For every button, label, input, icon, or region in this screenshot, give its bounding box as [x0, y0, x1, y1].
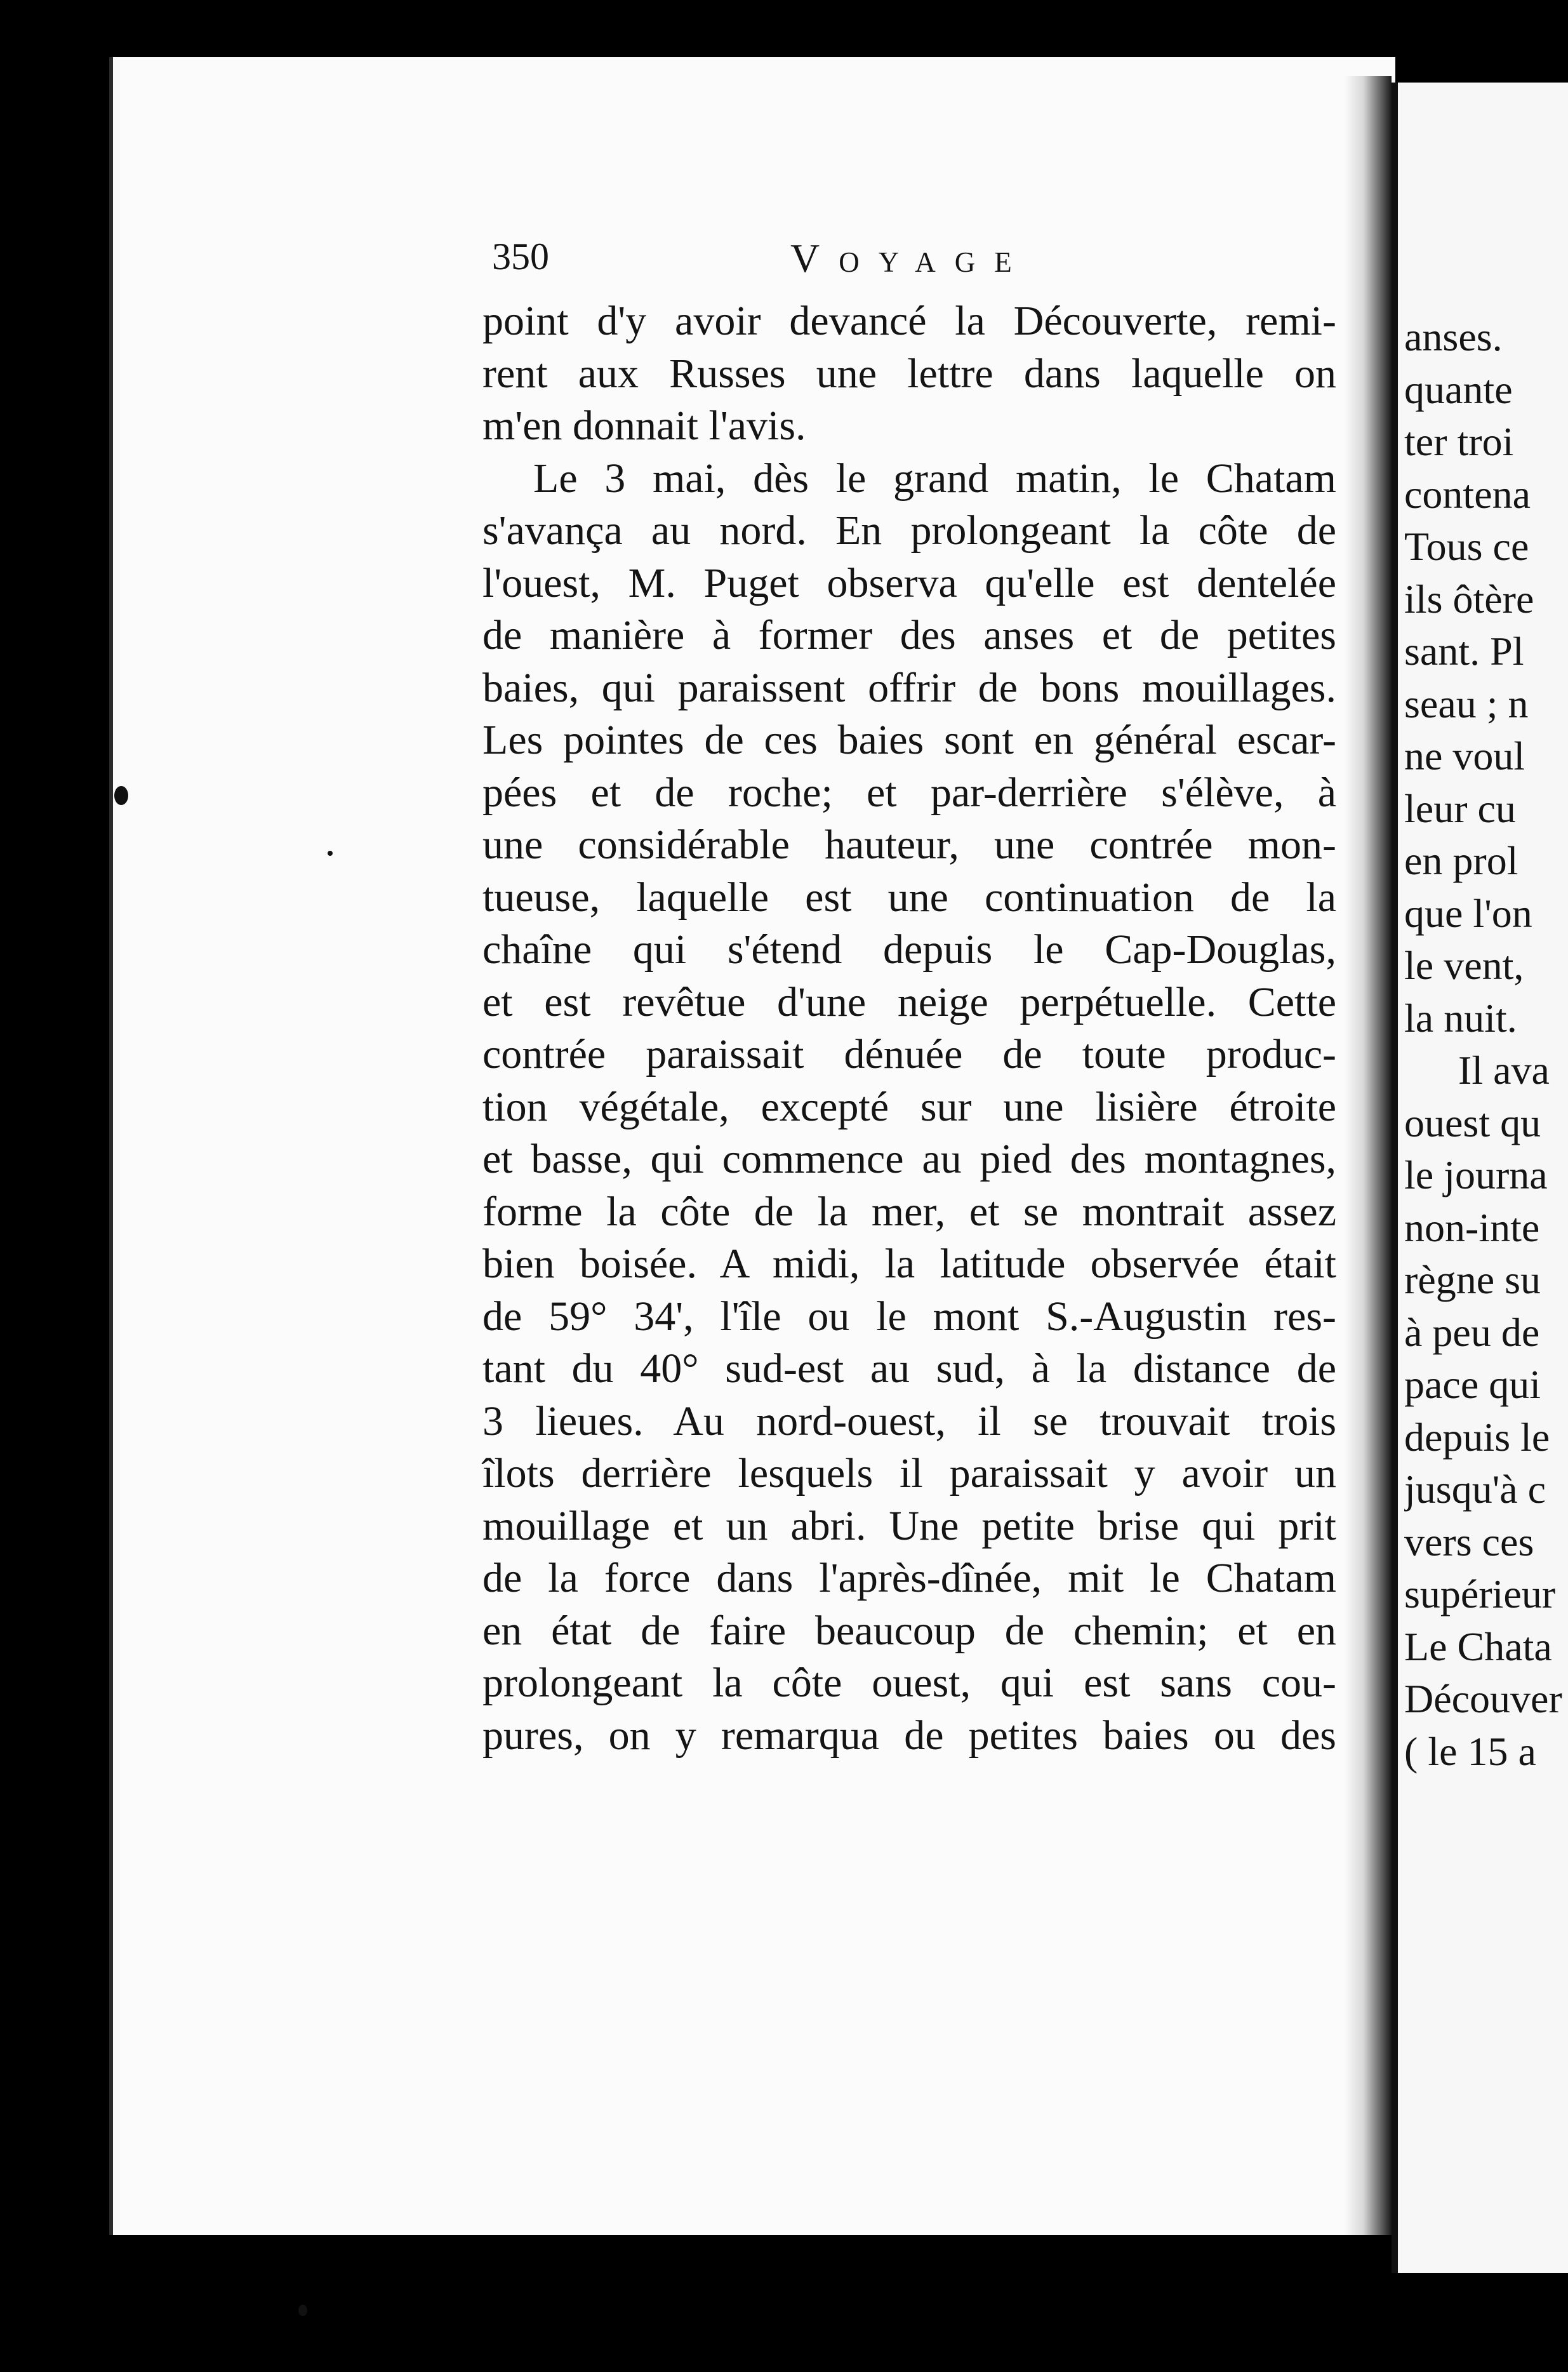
text-line: mouillage et un abri. Une petite brise qui prit: [482, 1502, 1336, 1549]
ink-speck: [114, 786, 128, 805]
text-line: pées et de roche; et par-derrière s'élève, à: [482, 769, 1336, 816]
text-line: de manière à former des anses et de petites: [482, 612, 1336, 658]
text-line: bien boisée. A midi, la latitude observée était: [482, 1241, 1336, 1287]
text-line: une considérable hauteur, une contrée mon-: [482, 822, 1336, 868]
text-line: tant du 40° sud-est au sud, à la distance de: [482, 1345, 1336, 1392]
text-line: et basse, qui commence au pied des montagnes,: [482, 1136, 1336, 1182]
right-text-line: ter troi: [1404, 419, 1514, 464]
right-text-line: que l'on: [1404, 890, 1532, 936]
text-line: en état de faire beaucoup de chemin; et en: [482, 1607, 1336, 1654]
ink-speck: [298, 2305, 307, 2316]
text-line: îlots derrière lesquels il paraissait y avoir un: [482, 1450, 1336, 1496]
right-text-line: contena: [1404, 471, 1531, 517]
right-text-line: leur cu: [1404, 785, 1516, 831]
text-line: et est revêtue d'une neige perpétuelle. Cette: [482, 978, 1336, 1025]
right-text-line: supérieur: [1404, 1571, 1556, 1616]
right-text-line: jusqu'à c: [1404, 1467, 1546, 1512]
right-text-line: ne voul: [1404, 733, 1525, 778]
text-line: contrée paraissait dénuée de toute produc-: [482, 1031, 1336, 1077]
text-line: s'avança au nord. En prolongeant la côte de: [482, 507, 1336, 554]
ink-speck: [328, 851, 333, 856]
right-text-line: Découver: [1404, 1676, 1562, 1721]
page-header: [492, 235, 1127, 286]
right-text-line: Il ava: [1458, 1048, 1550, 1093]
text-line: tion végétale, excepté sur une lisière étroite: [482, 1083, 1336, 1130]
page-number: 350: [492, 236, 549, 277]
right-text-line: Tous ce: [1404, 524, 1529, 569]
right-text-line: Le Chata: [1404, 1623, 1552, 1669]
right-text-line: quante: [1404, 366, 1513, 412]
right-text-line: ( le 15 a: [1404, 1728, 1536, 1774]
right-text-line: en prol: [1404, 838, 1518, 883]
right-text-line: pace qui: [1404, 1362, 1541, 1407]
right-text-line: sant. Pl: [1404, 629, 1524, 674]
text-line: forme la côte de la mer, et se montrait assez: [482, 1188, 1336, 1235]
text-line: Les pointes de ces baies sont en général escar-: [482, 717, 1336, 763]
right-text-line: à peu de: [1404, 1309, 1540, 1355]
right-page-text: [1404, 311, 1568, 1778]
right-text-line: seau ; n: [1404, 681, 1529, 726]
book-gutter: [1345, 76, 1392, 2235]
text-line: 3 lieues. Au nord-ouest, il se trouvait trois: [482, 1397, 1336, 1444]
right-text-line: le journa: [1404, 1152, 1548, 1197]
right-text-line: le vent,: [1404, 943, 1524, 988]
main-text-block: [482, 295, 1336, 1762]
right-text-line: anses.: [1404, 314, 1503, 359]
right-text-line: depuis le: [1404, 1414, 1550, 1460]
right-text-line: ouest qu: [1404, 1100, 1541, 1145]
right-text-line: non-inte: [1404, 1204, 1540, 1250]
running-title: Voyage: [790, 236, 1031, 281]
text-line: point d'y avoir devancé la Découverte, remi-: [482, 298, 1336, 344]
text-line: rent aux Russes une lettre dans laquelle on: [482, 350, 1336, 397]
right-text-line: ils ôtère: [1404, 576, 1534, 622]
right-text-line: la nuit.: [1404, 995, 1517, 1041]
text-line: Le 3 mai, dès le grand matin, le Chatam: [533, 455, 1336, 502]
text-line: pures, on y remarqua de petites baies ou des: [482, 1712, 1336, 1759]
text-line: tueuse, laquelle est une continuation de la: [482, 874, 1336, 921]
text-line: chaîne qui s'étend depuis le Cap-Douglas,: [482, 926, 1336, 973]
right-text-line: règne su: [1404, 1257, 1541, 1302]
text-line: baies, qui paraissent offrir de bons mouillages.: [482, 664, 1336, 711]
text-line: de la force dans l'après-dînée, mit le Chatam: [482, 1555, 1336, 1601]
text-line: de 59° 34', l'île ou le mont S.-Augustin res-: [482, 1293, 1336, 1340]
text-line: l'ouest, M. Puget observa qu'elle est dentelée: [482, 559, 1336, 606]
right-text-line: vers ces: [1404, 1519, 1534, 1564]
text-line: m'en donnait l'avis.: [482, 403, 806, 449]
text-line: prolongeant la côte ouest, qui est sans cou-: [482, 1660, 1336, 1706]
